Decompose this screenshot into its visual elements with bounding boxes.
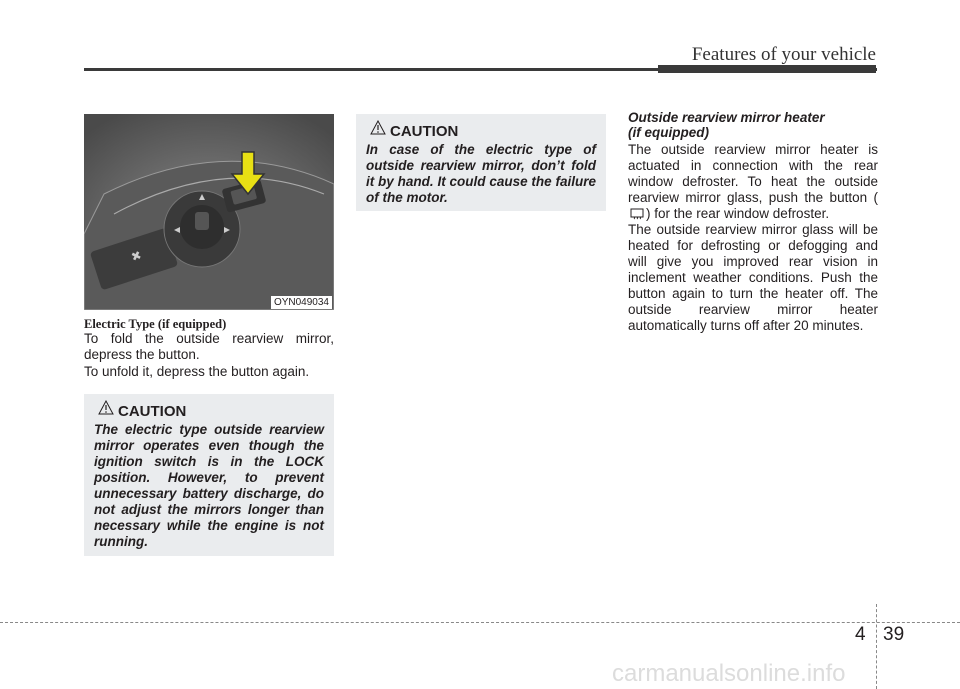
- rear-defroster-icon: [630, 207, 644, 221]
- warning-icon: [98, 400, 114, 415]
- section-heading-electric-type: Electric Type (if equipped): [84, 317, 227, 331]
- caution-text: The electric type outside rearview mirror operates even though the ignition switch is in the LOCK position. However, to prevent unnecessary battery discharge, do not adjust the mirrors longer than necessary while the engine is not running.: [94, 422, 324, 549]
- heater-paragraph: [628, 142, 878, 222]
- heater-text-start: The outside rearview mirror heater is actuated in connection with the rear window defroster. To heat the outside rearview mirror glass, push the button (: [628, 142, 878, 205]
- heading-line: Outside rearview mirror heater: [628, 110, 825, 125]
- section-number: 4: [855, 624, 866, 645]
- fold-instruction: To fold the outside rearview mirror, depress the button.: [84, 331, 334, 362]
- caution-box-battery: [84, 394, 334, 556]
- footer-divider: [876, 604, 877, 689]
- mirror-control-illustration: [84, 114, 334, 310]
- caution-title: CAUTION: [118, 403, 187, 420]
- watermark: carmanualsonline.info: [612, 660, 846, 687]
- caution-text: In case of the electric type of outside rearview mirror, don’t fold it by hand. It could cause the failure of the motor.: [366, 142, 596, 205]
- page-number: 39: [883, 624, 905, 645]
- heater-text-end: ) for the rear window defroster.: [646, 206, 830, 221]
- caution-box-fold-by-hand: [356, 114, 606, 211]
- footer-rule: [0, 622, 960, 623]
- heading-line: (if equipped): [628, 125, 709, 140]
- section-heading-mirror-heater: [628, 110, 825, 140]
- header-rule-accent: [658, 65, 876, 73]
- unfold-instruction: To unfold it, depress the button again.: [84, 364, 310, 379]
- heater-detail-paragraph: The outside rearview mirror glass will be heated for defrosting or defogging and will give you improved rear vision in inclement weather conditions. Push the button again to turn the heater off. The outside rearview mirror heater automatically turns off after 20 minutes.: [628, 222, 878, 333]
- page-header-title: Features of your vehicle: [691, 44, 876, 65]
- caution-title: CAUTION: [390, 123, 459, 140]
- mirror-button-photo: [84, 114, 334, 310]
- svg-text:✖: ✖: [129, 247, 144, 265]
- warning-icon: [370, 120, 386, 135]
- photo-caption: OYN049034: [271, 296, 332, 309]
